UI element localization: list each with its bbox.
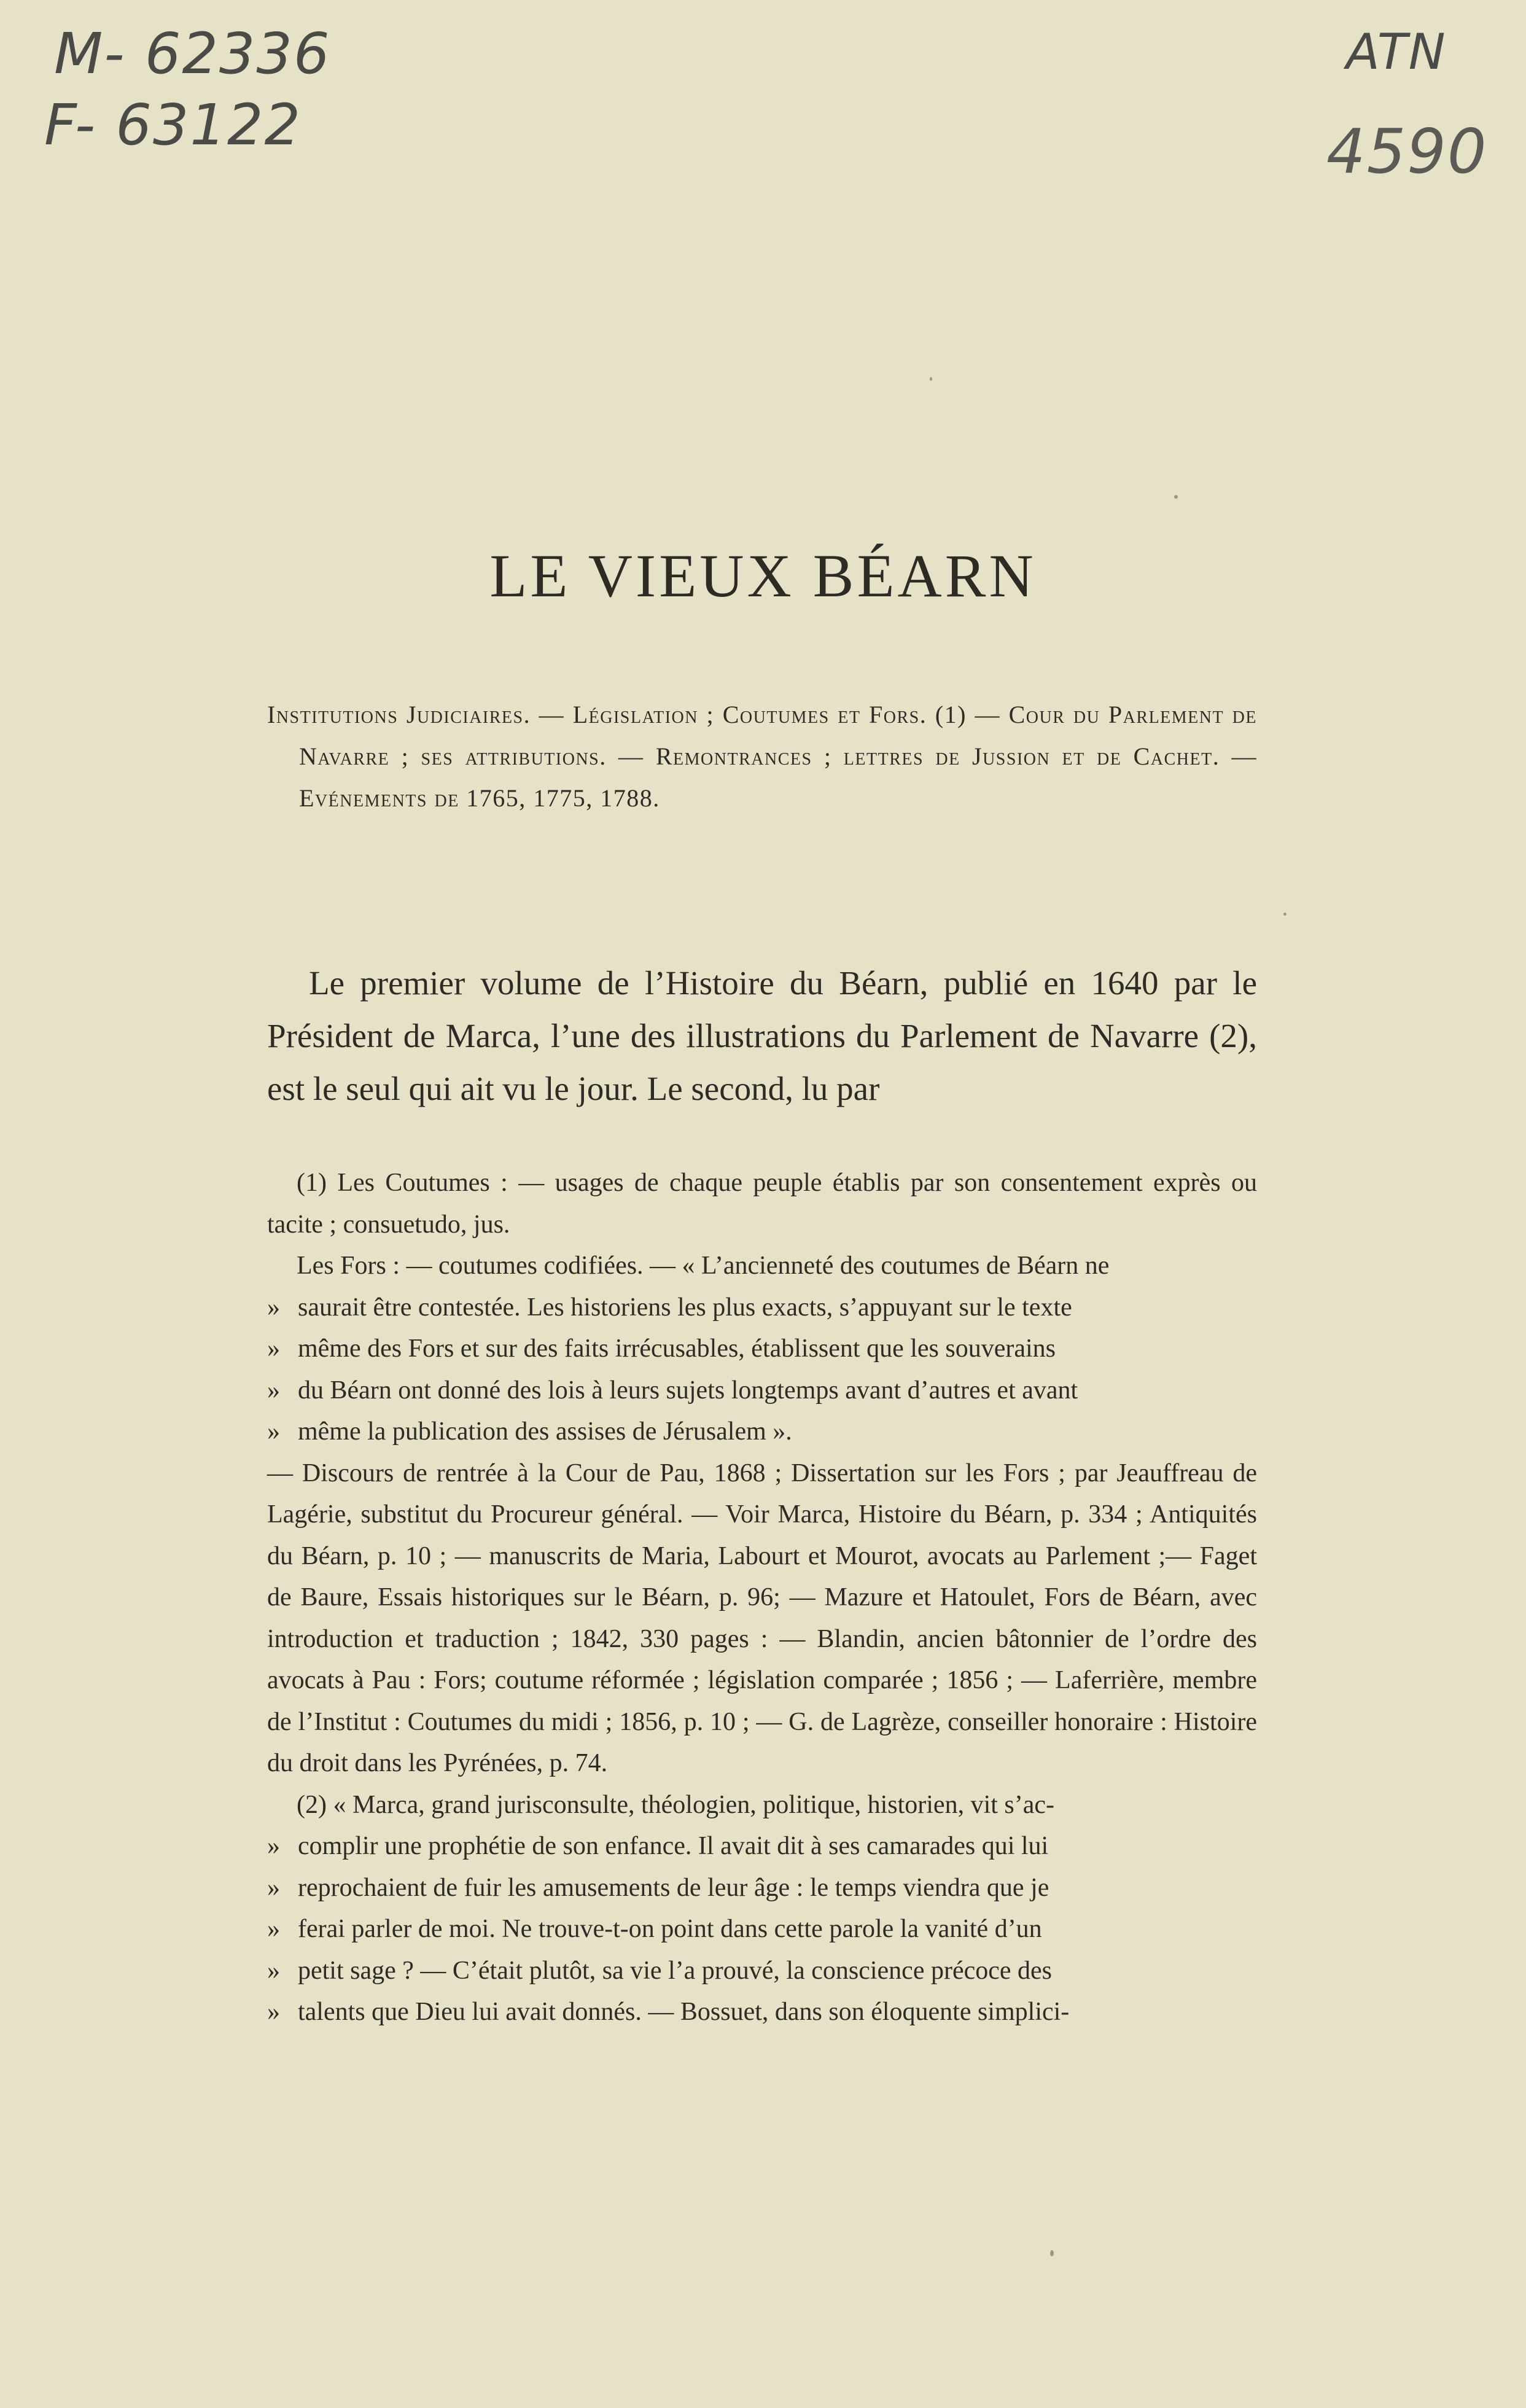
stamp-right-line1: ATN: [1346, 23, 1447, 80]
paper-speck: [930, 377, 932, 381]
stamp-left-line1: M- 62336: [54, 21, 331, 87]
footnote-1-coutumes: (1) Les Coutumes : — usages de chaque peuple établis par son consentement exprès ou tacite ; consuetudo, jus.: [267, 1169, 1257, 1239]
footnote-2: [267, 1785, 1257, 2033]
footnote-1-quote-line: [267, 1411, 1257, 1453]
footnote-1-fors: [267, 1245, 1257, 1453]
footnote-2-line: » petit sage ? — C’était plutôt, sa vie l’a prouvé, la conscience précoce des: [267, 1950, 1257, 1992]
stamp-right-line2: 4590: [1326, 115, 1488, 187]
chapter-summary: Institutions Judiciaires. — Législation ; Coutumes et Fors. (1) — Cour du Parlement de Navarre ; ses attributions. — Remontrances ; lettres de Jussion et de Cachet. — Evénements de 1765, 1775, 1788.: [267, 701, 1257, 812]
body-paragraph: Le premier volume de l’Histoire du Béarn, publié en 1640 par le Président de Marca, l’une des illustrations du Parlement de Navarre (2), est le seul qui ait vu le jour. Le second, lu par: [267, 964, 1257, 1107]
paper-speck: [1174, 495, 1178, 499]
paper-speck: [1050, 2250, 1054, 2256]
stamp-left-line2: F- 63122: [44, 92, 302, 158]
footnote-1-quote-line: » même des Fors et sur des faits irrécusables, établissent que les souverains: [267, 1328, 1257, 1370]
footnote-1-fors-intro: Les Fors : — coutumes codifiées. — « L’ancienneté des coutumes de Béarn ne: [297, 1252, 1110, 1280]
footnote-2-line: (2) « Marca, grand jurisconsulte, théologien, politique, historien, vit s’ac-: [297, 1790, 1055, 1819]
page-title: LE VIEUX BÉARN: [489, 542, 1037, 610]
footnote-1-quote-end: même la publication des assises de Jérusalem ».: [298, 1417, 792, 1446]
footnote-1-references: — Discours de rentrée à la Cour de Pau, 1868 ; Dissertation sur les Fors ; par Jeauffreau de Lagérie, substitut du Procureur général. — Voir Marca, Histoire du Béarn, p. 334 ; Antiquités du Béarn, p. 10 ; — manuscrits de Maria, Labourt et Mourot, avocats au Parlement ;— Faget de Baure, Essais historiques sur le Béarn, p. 96; — Mazure et Hatoulet, Fors de Béarn, avec introduction et traduction ; 1842, 330 pages : — Blandin, ancien bâtonnier de l’ordre des avocats à Pau : Fors; coutume réformée ; législation comparée ; 1856 ; — Laferrière, membre de l’Institut : Coutumes du midi ; 1856, p. 10 ; — G. de Lagrèze, conseiller honoraire : Histoire du droit dans les Pyrénées, p. 74.: [267, 1459, 1257, 1777]
footnote-2-line: » reprochaient de fuir les amusements de leur âge : le temps viendra que je: [267, 1868, 1257, 1909]
footnote-2-line: » ferai parler de moi. Ne trouve-t-on point dans cette parole la vanité d’un: [267, 1909, 1257, 1950]
footnote-1-quote-line: » saurait être contestée. Les historiens les plus exacts, s’appuyant sur le texte: [267, 1287, 1257, 1329]
footnotes: [267, 1163, 1257, 2033]
footnote-2-line: » complir une prophétie de son enfance. Il avait dit à ses camarades qui lui: [267, 1826, 1257, 1868]
paper-speck: [1283, 913, 1287, 916]
footnote-1-quote-line: » du Béarn ont donné des lois à leurs sujets longtemps avant d’autres et avant: [267, 1370, 1257, 1412]
footnote-2-line: » talents que Dieu lui avait donnés. — Bossuet, dans son éloquente simplici-: [267, 1992, 1257, 2033]
